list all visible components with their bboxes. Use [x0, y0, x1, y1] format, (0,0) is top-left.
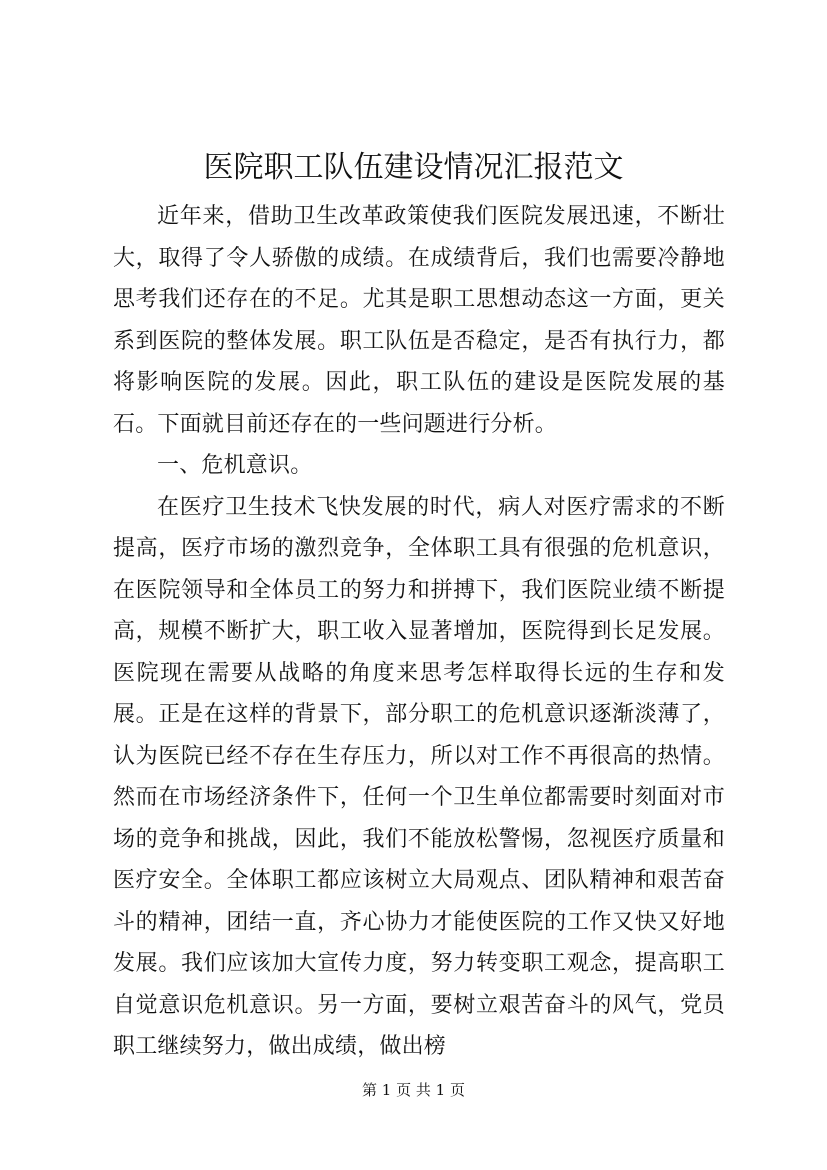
paragraph-intro: 近年来，借助卫生改革政策使我们医院发展迅速，不断壮大，取得了令人骄傲的成绩。在成绩背后，我们也需要冷静地思考我们还存在的不足。尤其是职工思想动态这一方面，更关系到医院的整体发展。职工队伍是否稳定，是否有执行力，都将影响医院的发展。因此，职工队伍的建设是医院发展的基石。下面就目前还存在的一些问题进行分析。 — [113, 204, 725, 437]
paragraph-crisis-awareness: 在医疗卫生技术飞快发展的时代，病人对医疗需求的不断提高，医疗市场的激烈竞争，全体职工具有很强的危机意识，在医院领导和全体员工的努力和拼搏下，我们医院业绩不断提高，规模不断扩大，职工收入显著增加，医院得到长足发展。医院现在需要从战略的角度来思考怎样取得长远的生存和发展。正是在这样的背景下，部分职工的危机意识逐渐淡薄了，认为医院已经不存在生存压力，所以对工作不再很高的热情。然而在市场经济条件下，任何一个卫生单位都需要时刻面对市场的竞争和挑战，因此，我们不能放松警惕，忽视医疗质量和医疗安全。全体职工都应该树立大局观点、团队精神和艰苦奋斗的精神，团结一直，齐心协力才能使医院的工作又快又好地发展。我们应该加大宣传力度，努力转变职工观念，提高职工自觉意识危机意识。另一方面，要树立艰苦奋斗的风气，党员职工继续努力，做出成绩，做出榜 — [113, 494, 725, 1059]
section-heading-crisis-awareness: 一、危机意识。 — [157, 453, 313, 478]
document-body — [113, 196, 725, 1068]
document-title: 医院职工队伍建设情况汇报范文 — [203, 150, 624, 185]
page-number-footer: 第 1 页 共 1 页 — [362, 1081, 465, 1099]
